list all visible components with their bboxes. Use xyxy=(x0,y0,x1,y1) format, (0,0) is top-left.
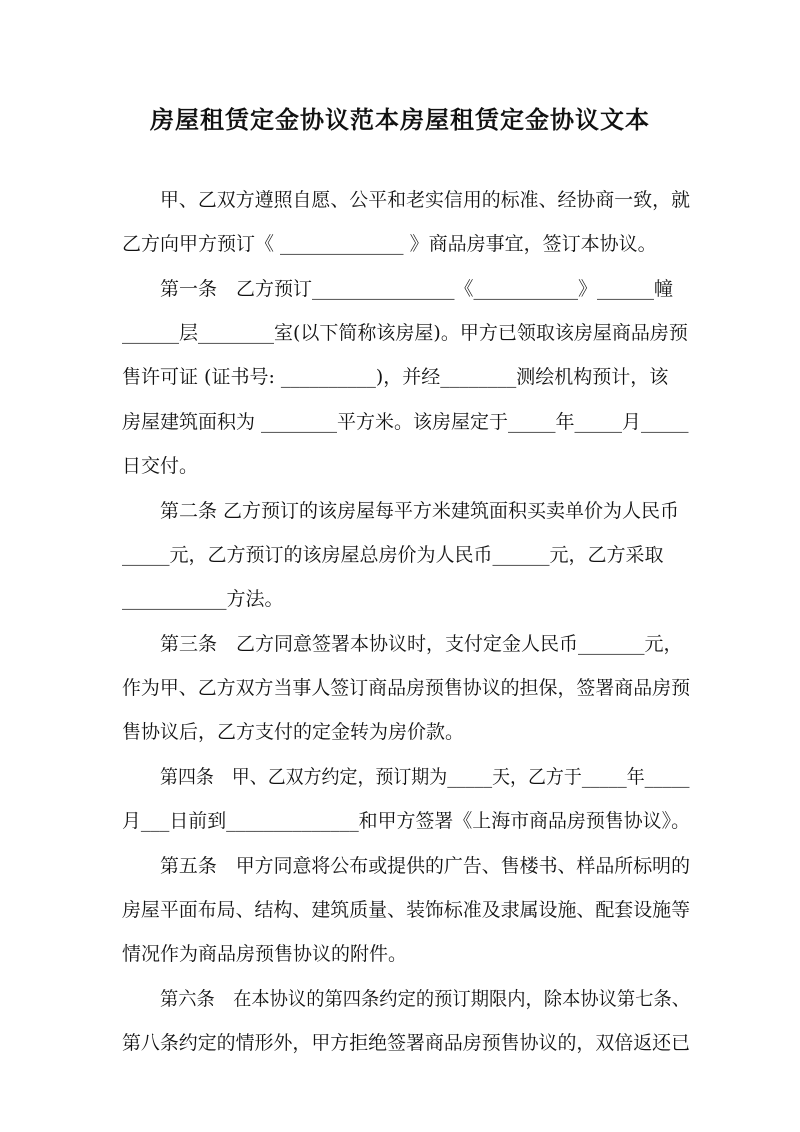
paragraph-line: ___________方法。 xyxy=(122,588,284,610)
paragraph-line: 情况作为商品房预售协议的附件。 xyxy=(122,943,408,965)
paragraph-line: 第二条 乙方预订的该房屋每平方米建筑面积买卖单价为人民币 xyxy=(160,500,680,522)
paragraph-line: 第八条约定的情形外，甲方拒绝签署商品房预售协议的，双倍返还已 xyxy=(122,1032,691,1054)
paragraph-line: 售许可证 (证书号: __________)，并经________测绘机构预计，该 xyxy=(122,366,669,388)
paragraph-line: _____元，乙方预订的该房屋总房价为人民币______元，乙方采取 xyxy=(122,544,664,566)
paragraph-line: 第六条 在本协议的第四条约定的预订期限内，除本协议第七条、 xyxy=(160,988,691,1010)
paragraph-line: 第四条 甲、乙双方约定，预订期为_____天，乙方于_____年_____ xyxy=(160,766,690,788)
paragraph-line: 房屋平面布局、结构、建筑质量、装饰标准及隶属设施、配套设施等 xyxy=(122,899,691,921)
paragraph-line: 作为甲、乙方双方当事人签订商品房预售协议的担保，签署商品房预 xyxy=(122,677,691,699)
paragraph-line: 售协议后，乙方支付的定金转为房价款。 xyxy=(122,721,465,743)
document-title: 房屋租赁定金协议范本房屋租赁定金协议文本 xyxy=(150,105,650,134)
paragraph-line: 乙方向甲方预订《 _____________ 》商品房事宜，签订本协议。 xyxy=(122,233,657,255)
paragraph-line: 日交付。 xyxy=(122,455,199,477)
paragraph-line: 第一条 乙方预订_______________《___________》______幢 xyxy=(160,278,674,300)
paragraph-line: 第五条 甲方同意将公布或提供的广告、售楼书、样品所标明的 xyxy=(160,855,691,877)
paragraph-line: 甲、乙双方遵照自愿、公平和老实信用的标准、经协商一致，就 xyxy=(160,189,691,211)
paragraph-line: 第三条 乙方同意签署本协议时，支付定金人民币_______元， xyxy=(160,633,683,655)
paragraph-line: ______层________室(以下简称该房屋)。甲方已领取该房屋商品房预 xyxy=(122,322,688,344)
paragraph-line: 月___日前到______________和甲方签署《上海市商品房预售协议》。 xyxy=(122,810,691,832)
paragraph-line: 房屋建筑面积为 ________平方米。该房屋定于_____年_____月_____ xyxy=(122,411,689,433)
